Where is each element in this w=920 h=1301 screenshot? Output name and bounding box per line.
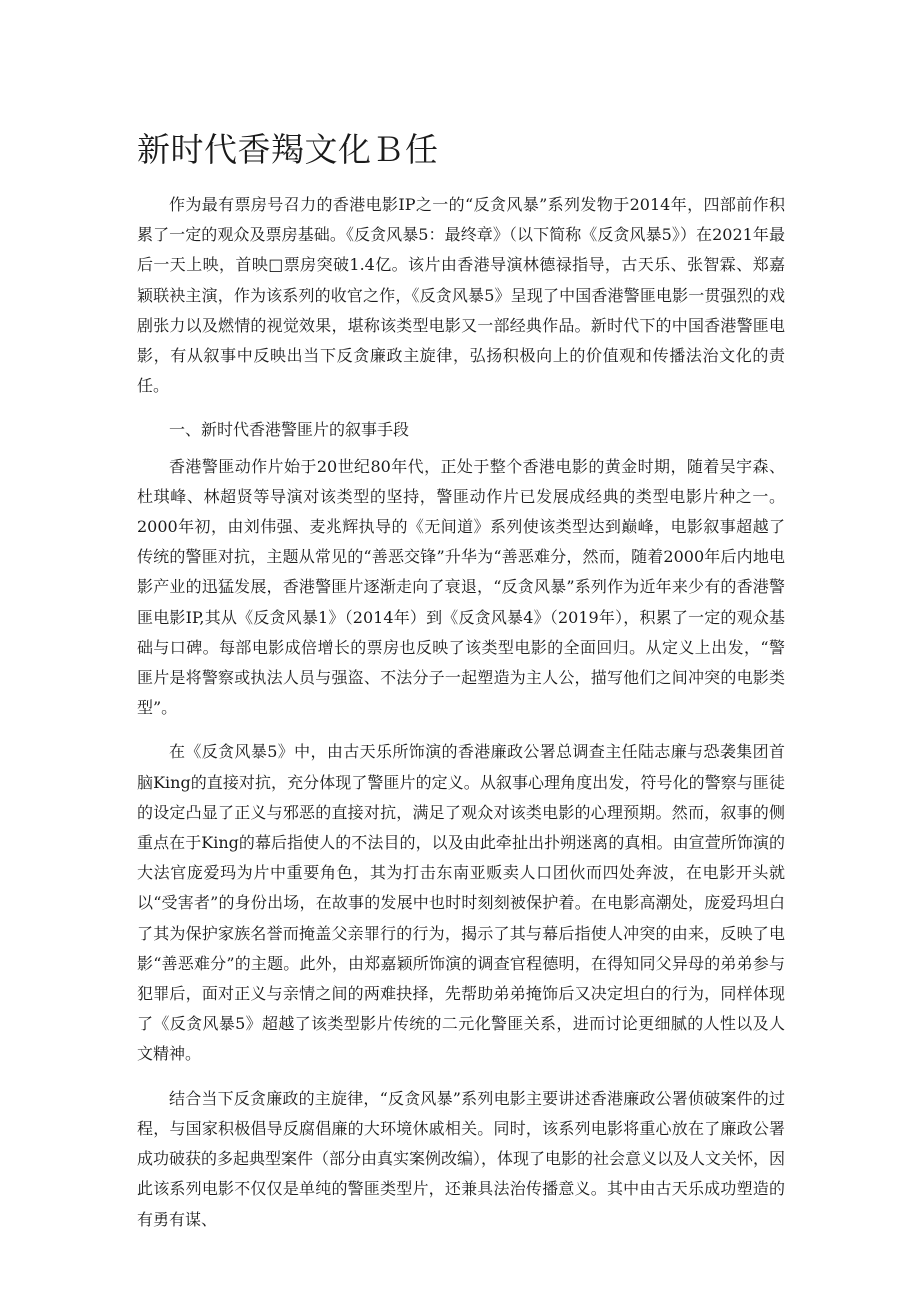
document-body [137, 190, 785, 1249]
paragraph-theme: 结合当下反贪廉政的主旋律，“反贪风暴”系列电影主要讲述香港廉政公署侦破案件的过程，与国家积极倡导反腐倡廉的大环境休戚相关。同时，该系列电影将重心放在了廉政公署成功破获的多起典型案件（部分由真实案例改编），体现了电影的社会意义以及人文关怀，因此该系列电影不仅仅是单纯的警匪类型片，还兼具法治传播意义。其中由古天乐成功塑造的有勇有谋、 [137, 1088, 786, 1229]
section-heading: 一、新时代香港警匪片的叙事手段 [169, 420, 410, 440]
document-title: 新时代香羯文化Ｂ任 [137, 130, 439, 169]
paragraph-analysis: 在《反贪风暴5》中，由古天乐所饰演的香港廉政公署总调查主任陆志廉与恐袭集团首脑King的直接对抗，充分体现了警匪片的定义。从叙事心理角度出发，符号化的警察与匪徒的设定凸显了正义与邪恶的直接对抗，满足了观众对该类电影的心理预期。然而，叙事的侧重点在于King的幕后指使人的不法目的，以及由此牵扯出扑朔迷离的真相。由宣萱所饰演的大法官庞爱玛为片中重要角色，其为打击东南亚贩卖人口团伙而四处奔波，在电影开头就以“受害者”的身份出场，在故事的发展中也时时刻刻被保护着。在电影高潮处，庞爱玛坦白了其为保护家族名誉而掩盖父亲罪行的行为，揭示了其与幕后指使人冲突的由来，反映了电影“善恶难分”的主题。此外，由郑嘉颖所饰演的调查官程德明，在得知同父异母的弟弟参与犯罪后，面对正义与亲情之间的两难抉择，先帮助弟弟掩饰后又决定坦白的行为，同样体现了《反贪风暴5》超越了该类型影片传统的二元化警匪关系，进而讨论更细腻的人性以及人文精神。 [137, 742, 785, 1064]
paragraph-history: 香港警匪动作片始于20世纪80年代，正处于整个香港电影的黄金时期，随着吴宇森、杜琪峰、林超贤等导演对该类型的坚持，警匪动作片已发展成经典的类型电影片种之一。2000年初，由刘伟强、麦兆辉执导的《无间道》系列使该类型达到巅峰，电影叙事超越了传统的警匪对抗，主题从常见的“善恶交锋”升华为“善恶难分，然而，随着2000年后内地电影产业的迅猛发展，香港警匪片逐渐走向了衰退，“反贪风暴”系列作为近年来少有的香港警匪电影IP,其从《反贪风暴1》（2014年）到《反贪风暴4》（2019年），积累了一定的观众基础与口碑。每部电影成倍增长的票房也反映了该类型电影的全面回归。从定义上出发，“警匪片是将警察或执法人员与强盗、不法分子一起塑造为主人公，描写他们之间冲突的电影类型”。 [137, 456, 785, 718]
paragraph-intro: 作为最有票房号召力的香港电影IP之一的“反贪风暴”系列发物于2014年，四部前作积累了一定的观众及票房基础。《反贪风暴5：最终章》（以下简称《反贪风暴5》）在2021年最后一天上映，首映□票房突破1.4亿。该片由香港导演林德禄指导，古天乐、张智霖、郑嘉颖联袂主演，作为该系列的收官之作，《反贪风暴5》呈现了中国香港警匪电影一贯强烈的戏剧张力以及燃情的视觉效果，堪称该类型电影又一部经典作品。新时代下的中国香港警匪电影，有从叙事中反映出当下反贪廉政主旋律，弘扬积极向上的价值观和传播法治文化的责任。 [137, 195, 785, 396]
